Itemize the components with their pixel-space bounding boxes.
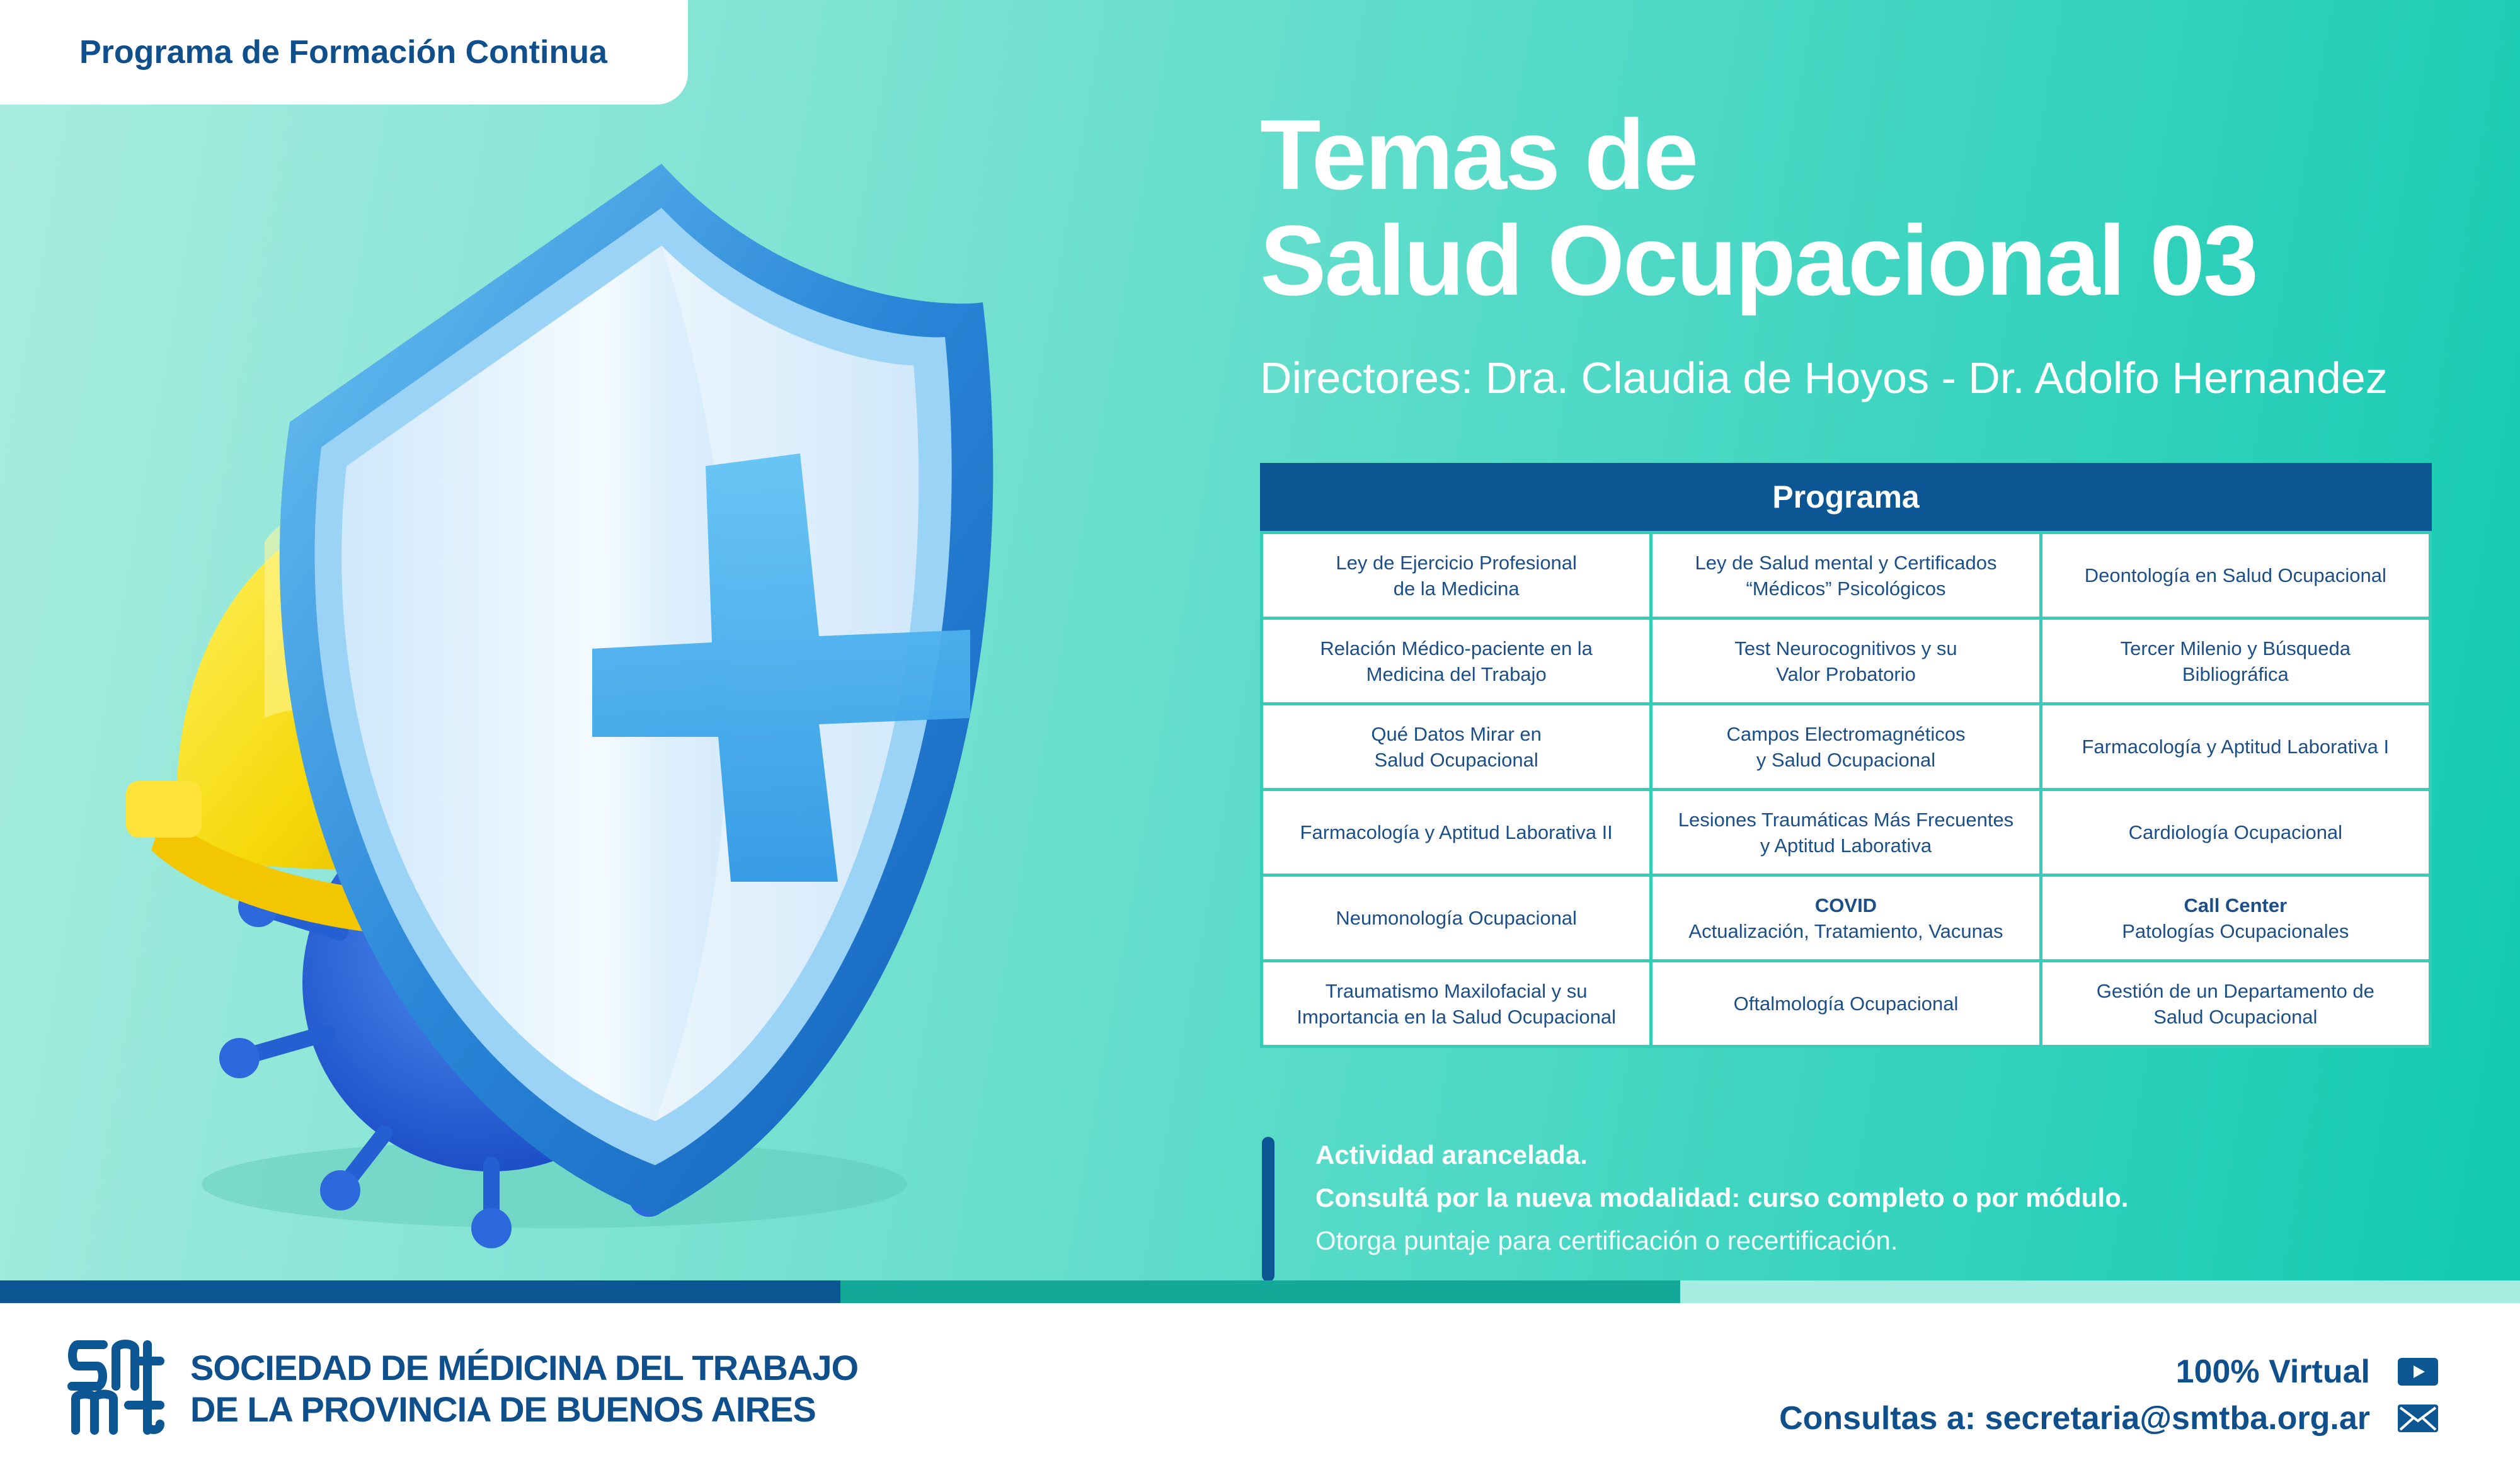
contact-block [1779, 1348, 2438, 1442]
program-cell [1262, 533, 1651, 618]
program-cell-title: COVID [1814, 894, 1877, 916]
notes-line-1: Actividad arancelada. [1315, 1140, 1588, 1170]
program-row [1262, 618, 2431, 704]
organization-name [190, 1347, 858, 1430]
program-row [1262, 875, 2431, 961]
title-line-1: Temas de [1260, 100, 1697, 210]
virtual-label: 100% Virtual [2175, 1353, 2370, 1390]
program-cell-line: Lesiones Traumáticas Más Frecuentes [1678, 808, 2014, 831]
program-cell-line: Importancia en la Salud Ocupacional [1297, 1005, 1616, 1028]
program-cell [1651, 533, 2041, 618]
program-cell-line: Farmacología y Aptitud Laborativa I [2082, 736, 2390, 758]
program-table [1260, 463, 2432, 1048]
notes-line-2: Consultá por la nueva modalidad: curso completo o por módulo. [1315, 1183, 2129, 1212]
program-tag-label: Programa de Formación Continua [79, 34, 607, 71]
program-cell [2041, 533, 2430, 618]
virtual-row [1779, 1348, 2438, 1395]
contact-email[interactable]: Consultas a: secretaria@smtba.org.ar [1779, 1400, 2370, 1437]
logo-text: smt [116, 1396, 117, 1397]
email-row[interactable] [1779, 1395, 2438, 1442]
org-line-2: DE LA PROVINCIA DE BUENOS AIRES [190, 1389, 816, 1429]
program-cell [2041, 618, 2430, 704]
program-cell [1262, 961, 1651, 1047]
program-row [1262, 533, 2431, 618]
program-cell-line: Patologías Ocupacionales [2122, 920, 2349, 942]
program-cell [1651, 618, 2041, 704]
program-cell [2041, 790, 2430, 875]
program-cell-line: “Médicos” Psicológicos [1746, 577, 1946, 600]
program-table-header: Programa [1260, 463, 2432, 531]
program-cell-line: Tercer Milenio y Búsqueda [2120, 637, 2351, 659]
program-cell [1262, 790, 1651, 875]
program-cell-line: Test Neurocognitivos y su [1734, 637, 1957, 659]
program-cell-line: Farmacología y Aptitud Laborativa II [1300, 821, 1613, 843]
notes-line-3: Otorga puntaje para certificación o recertificación. [1315, 1226, 1898, 1255]
program-cell-line: Qué Datos Mirar en [1371, 722, 1542, 745]
program-cell-line: Ley de Ejercicio Profesional [1336, 551, 1577, 574]
program-cell-line: Medicina del Trabajo [1366, 663, 1547, 685]
mail-icon [2398, 1404, 2438, 1432]
program-cell-line: Actualización, Tratamiento, Vacunas [1688, 920, 2003, 942]
program-cell [1262, 618, 1651, 704]
program-cell-line: Bibliográfica [2182, 663, 2289, 685]
footer [0, 1303, 2520, 1470]
program-cell [2041, 704, 2430, 790]
program-cell-line: y Salud Ocupacional [1756, 748, 1936, 771]
program-cell-line: Salud Ocupacional [2153, 1005, 2318, 1028]
stripe-teal [840, 1280, 1680, 1303]
program-cell-line: Gestión de un Departamento de [2096, 979, 2374, 1002]
directors: Directores: Dra. Claudia de Hoyos - Dr. Adolfo Hernandez [1260, 353, 2388, 402]
program-cell-line: Relación Médico-paciente en la [1320, 637, 1593, 659]
program-cell-line: Cardiología Ocupacional [2128, 821, 2343, 843]
program-cell [1651, 961, 2041, 1047]
notes [1315, 1134, 2128, 1262]
program-cell [1651, 790, 2041, 875]
shield-illustration [101, 151, 1121, 1260]
program-cell-line: Oftalmología Ocupacional [1733, 993, 1959, 1015]
program-cell-line: de la Medicina [1393, 577, 1520, 600]
program-row [1262, 790, 2431, 875]
notes-accent-bar [1262, 1137, 1274, 1282]
program-cell-line: Deontología en Salud Ocupacional [2084, 564, 2386, 586]
program-cell [1262, 704, 1651, 790]
program-cell [1651, 704, 2041, 790]
title-line-2: Salud Ocupacional 03 [1260, 205, 2257, 316]
program-cell [2041, 875, 2430, 961]
program-row [1262, 704, 2431, 790]
program-cell-line: Valor Probatorio [1776, 663, 1916, 685]
stripe-navy [0, 1280, 840, 1303]
program-grid [1260, 531, 2432, 1048]
page-title [1260, 102, 2257, 314]
program-cell-line: Neumonología Ocupacional [1336, 907, 1577, 929]
program-tag [0, 0, 688, 105]
program-cell-line: Campos Electromagnéticos [1726, 722, 1966, 745]
program-cell [2041, 961, 2430, 1047]
program-row [1262, 961, 2431, 1047]
program-cell-line: Ley de Salud mental y Certificados [1695, 551, 1997, 574]
video-play-icon [2398, 1358, 2438, 1386]
program-cell-line: Traumatismo Maxilofacial y su [1325, 979, 1588, 1002]
program-cell [1651, 875, 2041, 961]
org-line-1: SOCIEDAD DE MÉDICINA DEL TRABAJO [190, 1348, 859, 1387]
program-cell-line: Salud Ocupacional [1374, 748, 1538, 771]
program-cell [1262, 875, 1651, 961]
stripe-mint [1680, 1280, 2520, 1303]
smt-logo [66, 1336, 168, 1438]
program-cell-title: Call Center [2184, 894, 2288, 916]
program-cell-line: y Aptitud Laborativa [1760, 834, 1932, 857]
